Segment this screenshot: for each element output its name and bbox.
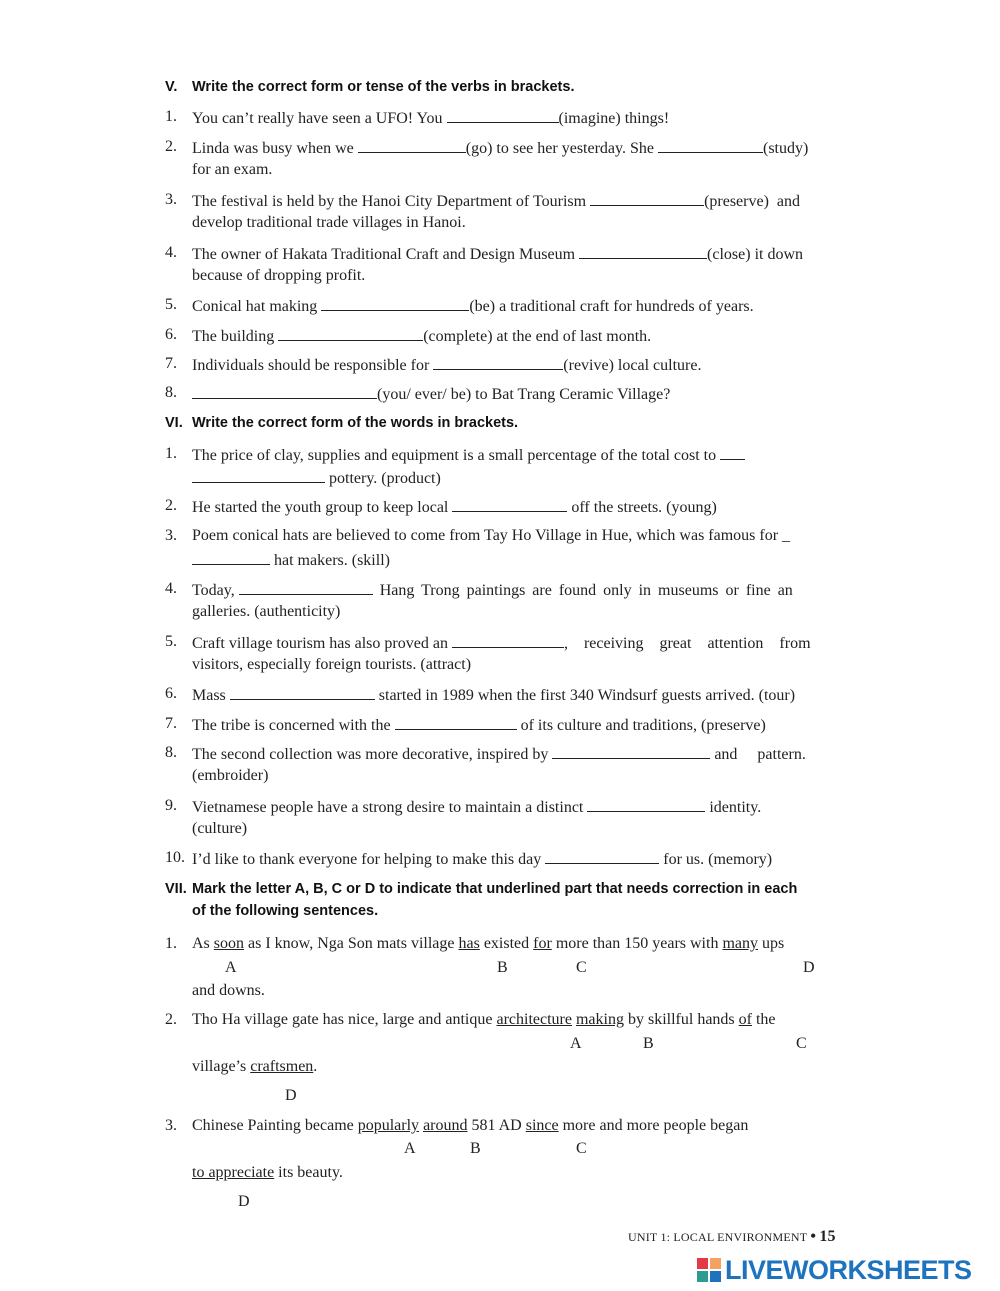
answer-blank[interactable] bbox=[452, 497, 567, 512]
vi-item-10: I’d like to thank everyone for helping to make this day for us. (memory) bbox=[192, 851, 773, 868]
vi-item-2: He started the youth group to keep local off the streets. (young) bbox=[192, 499, 717, 516]
bullet: • bbox=[810, 1228, 817, 1245]
answer-blank[interactable] bbox=[552, 744, 710, 759]
letter-c: C bbox=[576, 959, 587, 976]
vii-item-2: Tho Ha village gate has nice, large and antique architecture making by skillful hands of the bbox=[192, 1011, 776, 1028]
item-number: 2. bbox=[165, 1011, 177, 1028]
section-vii-heading bbox=[165, 881, 797, 919]
item-number: 5. bbox=[165, 633, 177, 650]
option-c[interactable]: since bbox=[525, 1117, 559, 1134]
vi-item-9-cont: (culture) bbox=[192, 820, 248, 837]
v-item-4-cont: because of dropping profit. bbox=[192, 267, 366, 284]
answer-blank[interactable] bbox=[278, 326, 423, 341]
answer-blank[interactable] bbox=[321, 296, 469, 311]
section-number: VI. bbox=[165, 415, 183, 431]
vi-item-6: Mass started in 1989 when the first 340 Windsurf guests arrived. (tour) bbox=[192, 687, 796, 704]
logo-text: LIVEWORKSHEETS bbox=[725, 1254, 972, 1285]
vi-item-5-cont: visitors, especially foreign tourists. (attract) bbox=[192, 656, 472, 673]
letter-a: A bbox=[225, 959, 237, 976]
section-number: VII. bbox=[165, 881, 187, 897]
letter-d: D bbox=[803, 959, 815, 976]
letter-a: A bbox=[404, 1140, 416, 1157]
answer-blank[interactable] bbox=[433, 355, 563, 370]
item-number: 1. bbox=[165, 935, 177, 952]
v-item-3: The festival is held by the Hanoi City Department of Tourism (preserve) and bbox=[192, 193, 801, 210]
vii-item-3: Chinese Painting became popularly around 581 AD since more and more people began bbox=[192, 1117, 749, 1134]
letter-a: A bbox=[570, 1035, 582, 1052]
option-d[interactable]: to appreciate bbox=[192, 1164, 275, 1181]
item-number: 4. bbox=[165, 580, 177, 597]
vi-item-1: The price of clay, supplies and equipment is a small percentage of the total cost to bbox=[192, 445, 745, 465]
option-a[interactable]: soon bbox=[213, 935, 245, 952]
v-item-5: Conical hat making (be) a traditional craft for hundreds of years. bbox=[192, 298, 754, 315]
item-number: 1. bbox=[165, 445, 177, 462]
item-number: 7. bbox=[165, 355, 177, 372]
vii-item-2-cont: village’s craftsmen. bbox=[192, 1058, 318, 1075]
answer-blank[interactable] bbox=[192, 550, 270, 565]
liveworksheets-logo bbox=[697, 1255, 972, 1285]
section-vi-heading bbox=[165, 415, 518, 431]
option-b[interactable]: around bbox=[423, 1117, 468, 1134]
option-a[interactable]: popularly bbox=[357, 1117, 420, 1134]
letter-b: B bbox=[470, 1140, 481, 1157]
page-number: 15 bbox=[819, 1228, 836, 1245]
answer-blank[interactable] bbox=[192, 468, 325, 483]
option-b[interactable]: has bbox=[458, 935, 480, 952]
answer-blank[interactable] bbox=[358, 138, 466, 153]
item-number: 9. bbox=[165, 797, 177, 814]
letter-c: C bbox=[796, 1035, 807, 1052]
item-number: 7. bbox=[165, 715, 177, 732]
vii-item-1: As soon as I know, Nga Son mats village has existed for more than 150 years with many ups bbox=[192, 935, 785, 952]
item-number: 3. bbox=[165, 1117, 177, 1134]
answer-blank[interactable] bbox=[395, 715, 517, 730]
vii-item-1-cont: and downs. bbox=[192, 982, 265, 999]
answer-blank[interactable] bbox=[545, 849, 659, 864]
section-number: V. bbox=[165, 79, 178, 95]
vi-item-7: The tribe is concerned with the of its culture and traditions, (preserve) bbox=[192, 717, 766, 734]
item-number: 6. bbox=[165, 685, 177, 702]
v-item-4: The owner of Hakata Traditional Craft and Design Museum (close) it down bbox=[192, 246, 804, 263]
vi-item-3: Poem conical hats are believed to come from Tay Ho Village in Hue, which was famous for _ bbox=[192, 527, 791, 544]
vi-item-9: Vietnamese people have a strong desire to maintain a distinct identity. bbox=[192, 799, 762, 816]
v-item-8: (you/ ever/ be) to Bat Trang Ceramic Village? bbox=[192, 384, 670, 404]
v-item-2-cont: for an exam. bbox=[192, 161, 273, 178]
item-number: 5. bbox=[165, 296, 177, 313]
item-number: 8. bbox=[165, 384, 177, 401]
letter-d: D bbox=[285, 1087, 297, 1104]
logo-icon bbox=[697, 1258, 721, 1282]
page-footer bbox=[628, 1228, 836, 1246]
answer-blank[interactable] bbox=[192, 384, 377, 399]
answer-blank[interactable] bbox=[658, 138, 763, 153]
option-d[interactable]: many bbox=[722, 935, 758, 952]
answer-blank[interactable] bbox=[590, 191, 704, 206]
unit-title: UNIT 1: LOCAL ENVIRONMENT bbox=[628, 1230, 808, 1244]
answer-blank[interactable] bbox=[447, 108, 559, 123]
item-number: 10. bbox=[165, 849, 185, 866]
vi-item-4-cont: galleries. (authenticity) bbox=[192, 603, 341, 620]
answer-blank[interactable] bbox=[452, 633, 564, 648]
logo-block bbox=[710, 1271, 721, 1282]
answer-blank[interactable] bbox=[230, 685, 375, 700]
logo-block bbox=[697, 1271, 708, 1282]
option-c[interactable]: for bbox=[533, 935, 552, 952]
v-item-7: Individuals should be responsible for (revive) local culture. bbox=[192, 357, 702, 374]
section-title: Mark the letter A, B, C or D to indicate that underlined part that needs correction in each bbox=[192, 881, 798, 897]
vi-item-4: Today, Hang Trong paintings are found only in museums or fine an bbox=[192, 582, 793, 599]
logo-block bbox=[710, 1258, 721, 1269]
letter-b: B bbox=[643, 1035, 654, 1052]
item-number: 3. bbox=[165, 191, 177, 208]
vi-item-5: Craft village tourism has also proved an , receiving great attention from bbox=[192, 635, 811, 652]
item-number: 6. bbox=[165, 326, 177, 343]
item-number: 2. bbox=[165, 497, 177, 514]
item-number: 3. bbox=[165, 527, 177, 544]
section-title: Write the correct form or tense of the verbs in brackets. bbox=[192, 79, 575, 95]
letter-b: B bbox=[497, 959, 508, 976]
section-title: Write the correct form of the words in brackets. bbox=[192, 415, 519, 431]
v-item-2: Linda was busy when we (go) to see her yesterday. She (study) bbox=[192, 140, 809, 157]
v-item-6: The building (complete) at the end of last month. bbox=[192, 328, 652, 345]
item-number: 4. bbox=[165, 244, 177, 261]
vi-item-1-cont: pottery. (product) bbox=[192, 468, 441, 488]
v-item-3-cont: develop traditional trade villages in Hanoi. bbox=[192, 214, 466, 231]
section-title-cont: of the following sentences. bbox=[192, 903, 379, 919]
answer-blank[interactable] bbox=[720, 445, 745, 460]
letter-c: C bbox=[576, 1140, 587, 1157]
answer-blank[interactable] bbox=[587, 797, 705, 812]
v-item-1: You can’t really have seen a UFO! You (imagine) things! bbox=[192, 110, 670, 127]
logo-block bbox=[697, 1258, 708, 1269]
vi-item-8-cont: (embroider) bbox=[192, 767, 269, 784]
vi-item-8: The second collection was more decorative, inspired by and pattern. bbox=[192, 746, 806, 763]
item-number: 8. bbox=[165, 744, 177, 761]
answer-blank[interactable] bbox=[579, 244, 707, 259]
option-c[interactable]: of bbox=[738, 1011, 752, 1028]
answer-blank[interactable] bbox=[239, 580, 373, 595]
letter-d: D bbox=[238, 1193, 250, 1210]
item-number: 1. bbox=[165, 108, 177, 125]
option-d[interactable]: craftsmen bbox=[250, 1058, 314, 1075]
option-a[interactable]: architecture bbox=[496, 1011, 572, 1028]
vi-item-3-cont: hat makers. (skill) bbox=[192, 550, 390, 570]
section-v-heading bbox=[165, 79, 574, 95]
item-number: 2. bbox=[165, 138, 177, 155]
vii-item-3-cont: to appreciate its beauty. bbox=[192, 1164, 343, 1181]
option-b[interactable]: making bbox=[575, 1011, 624, 1028]
